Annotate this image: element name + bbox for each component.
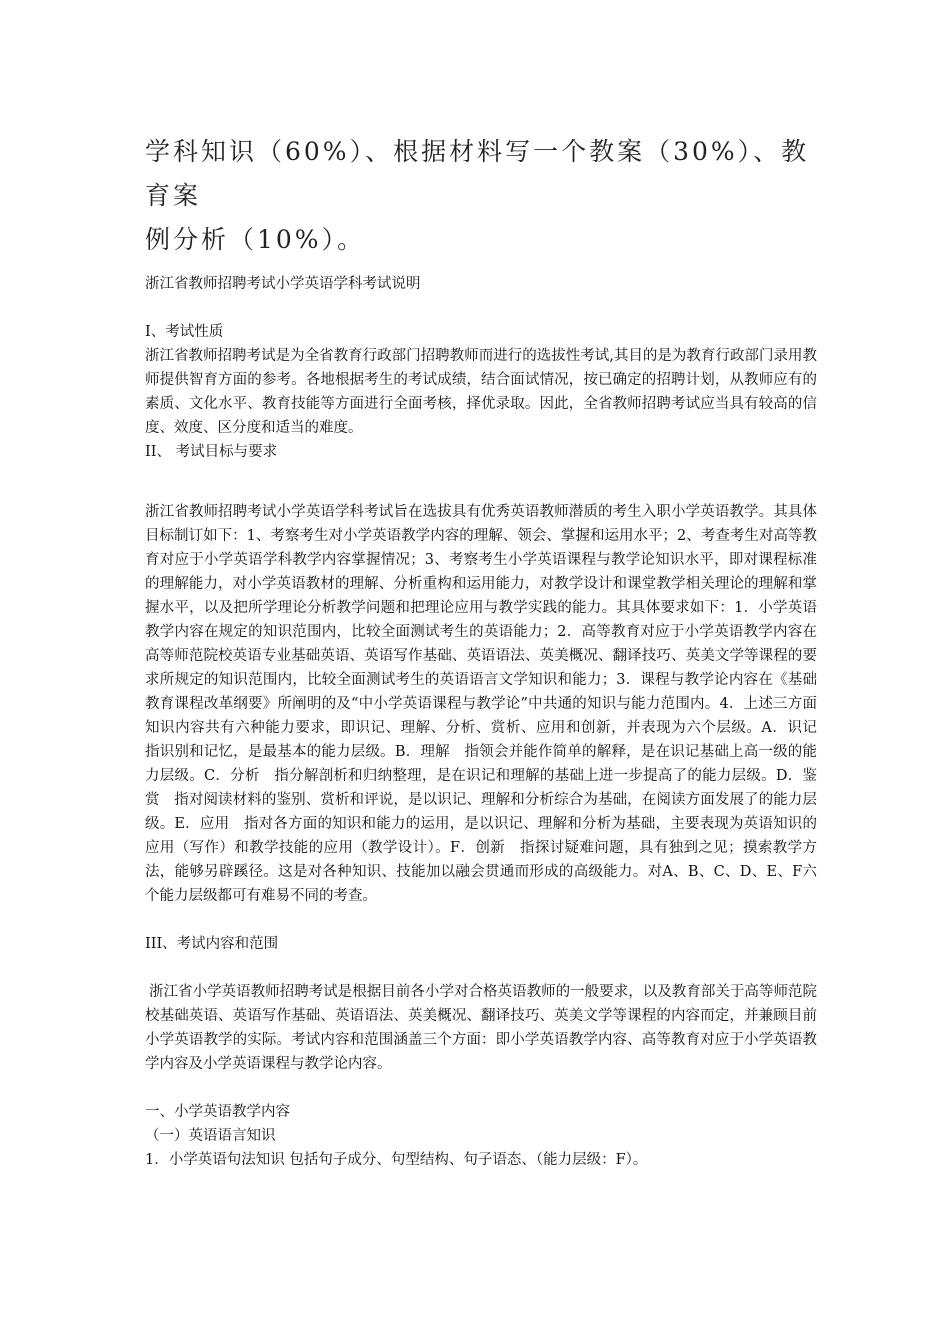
section-4-heading: 一、小学英语教学内容: [145, 1104, 290, 1120]
document-title: 浙江省教师招聘考试小学英语学科考试说明: [145, 276, 421, 292]
section-3-heading: III、考试内容和范围: [145, 936, 279, 952]
section-1-body: 浙江省教师招聘考试是为全省教育行政部门招聘教师而进行的选拔性考试,其目的是为教育行政部门录用教师提供智育方面的参考。各地根据考生的考试成绩，结合面试情况，按已确定的招聘计划，从教师应有的素质、文化水平、教育技能等方面进行全面考核，择优录取。因此，全省教师招聘考试应当具有较高的信度、效度、区分度和适当的难度。: [145, 348, 817, 436]
section-2-body: 浙江省教师招聘考试小学英语学科考试旨在选拔具有优秀英语教师潜质的考生入职小学英语教学。其具体目标制订如下：1、考察考生对小学英语教学内容的理解、领会、掌握和运用水平；2、考查考生对高等教育对应于小学英语学科教学内容掌握情况；3、考察考生小学英语课程与教学论知识水平，即对课程标准的理解能力，对小学英语教材的理解、分析重构和运用能力，对教学设计和课堂教学相关理论的理解和掌握水平，以及把所学理论分析教学问题和把理论应用与教学实践的能力。其具体要求如下：1．小学英语教学内容在规定的知识范围内，比较全面测试考生的英语能力；2．高等教育对应于小学英语教学内容在高等师范院校英语专业基础英语、英语写作基础、英语语法、英美概况、翻译技巧、英美文学等课程的要求所规定的知识范围内，比较全面测试考生的英语语言文学知识和能力；3．课程与教学论内容在《基础教育课程改革纲要》所阐明的及“中小学英语课程与教学论”中共通的知识与能力范围内。4．上述三方面知识内容共有六种能力要求，即识记、理解、分析、赏析、应用和创新，并表现为六个层级。A．识记 指识别和记忆，是最基本的能力层级。B．理解 指领会并能作简单的解释，是在识记基础上高一级的能力层级。C．分析 指分解剖析和归纳整理，是在识记和理解的基础上进一步提高了的能力层级。D．鉴赏 指对阅读材料的鉴别、赏析和评说，是以识记、理解和分析综合为基础，在阅读方面发展了的能力层级。E．应用 指对各方面的知识和能力的运用，是以识记、理解和分析为基础，主要表现为英语知识的应用（写作）和教学技能的应用（教学设计）。F．创新 指探讨疑难问题，具有独到之见；摸索教学方法，能够另辟蹊径。这是对各种知识、技能加以融会贯通而形成的高级能力。对A、B、C、D、E、F六个能力层级都可有难易不同的考查。: [145, 504, 832, 904]
title-line-2: 例分析（10%）。: [145, 225, 366, 254]
section-4-subheading: （一）英语语言知识: [145, 1128, 276, 1144]
section-1-heading: I、考试性质: [145, 324, 224, 340]
title-line-1: 学科知识（60%）、根据材料写一个教案（30%）、教育案: [145, 137, 810, 210]
section-3-body: 浙江省小学英语教师招聘考试是根据目前各小学对合格英语教师的一般要求，以及教育部关于高等师范院校基础英语、英语写作基础、英语语法、英美概况、翻译技巧、英美文学等课程的内容而定，并兼顾目前小学英语教学的实际。考试内容和范围涵盖三个方面：即小学英语教学内容、高等教育对应于小学英语教学内容及小学英语课程与教学论内容。: [145, 984, 817, 1072]
document-page: [145, 130, 832, 1172]
section-2-heading: II、 考试目标与要求: [145, 444, 278, 460]
section-4-item-1: 1．小学英语句法知识 包括句子成分、句型结构、句子语态、（能力层级：F）。: [145, 1152, 648, 1168]
